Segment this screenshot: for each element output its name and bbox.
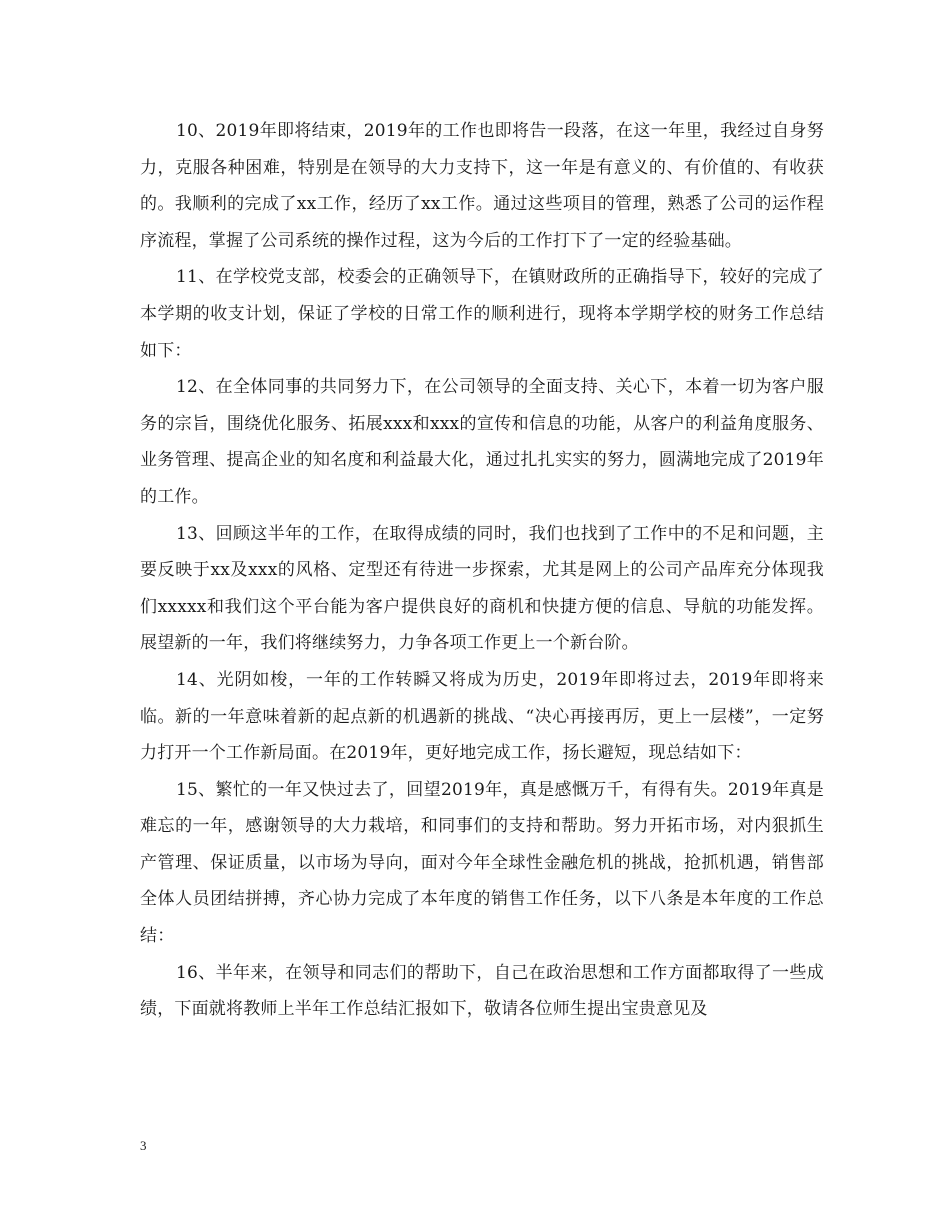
page-number: 3 bbox=[140, 1138, 147, 1153]
paragraph-15: 15、繁忙的一年又快过去了，回望2019年，真是感慨万千，有得有失。2019年真是难忘的一年，感谢领导的大力栽培，和同事们的支持和帮助。努力开拓市场，对内狠抓生产管理、保证质量，以市场为导向，面对今年全球性金融危机的挑战，抢抓机遇，销售部全体人员团结拼搏，齐心协力完成了本年度的销售工作任务，以下八条是本年度的工作总结： bbox=[140, 779, 824, 947]
paragraph-14: 14、光阴如梭，一年的工作转瞬又将成为历史，2019年即将过去，2019年即将来临。新的一年意味着新的起点新的机遇新的挑战、“决心再接再厉，更上一层楼”，一定努力打开一个工作新局面。在2019年，更好地完成工作，扬长避短，现总结如下： bbox=[140, 669, 824, 764]
paragraph-16: 16、半年来，在领导和同志们的帮助下，自己在政治思想和工作方面都取得了一些成绩，下面就将教师上半年工作总结汇报如下，敬请各位师生提出宝贵意见及 bbox=[140, 962, 824, 1020]
document-body bbox=[140, 113, 824, 1028]
paragraph-11: 11、在学校党支部，校委会的正确领导下，在镇财政所的正确指导下，较好的完成了本学期的收支计划，保证了学校的日常工作的顺利进行，现将本学期学校的财务工作总结如下： bbox=[140, 267, 824, 361]
paragraph-13: 13、回顾这半年的工作，在取得成绩的同时，我们也找到了工作中的不足和问题，主要反映于xx及xxx的风格、定型还有待进一步探索，尤其是网上的公司产品库充分体现我们xxxxx和我们这个平台能为客户提供良好的商机和快捷方便的信息、导航的功能发挥。展望新的一年，我们将继续努力，力争各项工作更上一个新台阶。 bbox=[140, 523, 824, 654]
paragraph-10: 10、2019年即将结束，2019年的工作也即将告一段落，在这一年里，我经过自身努力，克服各种困难，特别是在领导的大力支持下，这一年是有意义的、有价值的、有收获的。我顺利的完成了xx工作，经历了xx工作。通过这些项目的管理，熟悉了公司的运作程序流程，掌握了公司系统的操作过程，这为今后的工作打下了一定的经验基础。 bbox=[140, 121, 824, 251]
paragraph-12: 12、在全体同事的共同努力下，在公司领导的全面支持、关心下，本着一切为客户服务的宗旨，围绕优化服务、拓展xxx和xxx的宣传和信息的功能，从客户的利益角度服务、业务管理、提高企业的知名度和利益最大化，通过扎扎实实的努力，圆满地完成了2019年的工作。 bbox=[140, 377, 824, 507]
